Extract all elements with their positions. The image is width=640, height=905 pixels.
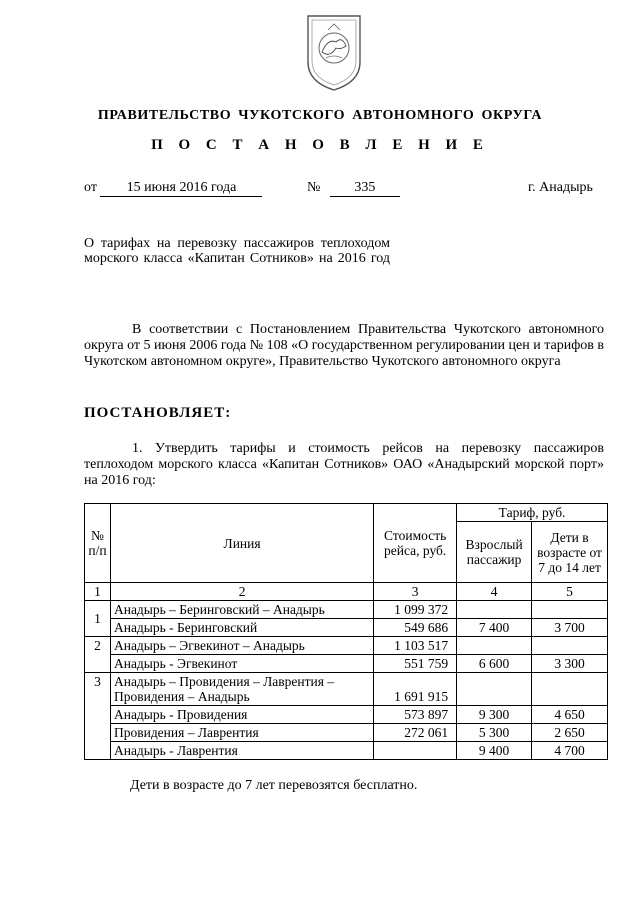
group-num-empty bbox=[85, 724, 111, 742]
colnum-5: 5 bbox=[532, 583, 608, 601]
child-cell: 2 650 bbox=[532, 724, 608, 742]
document-number: 335 bbox=[330, 180, 400, 197]
group-num-empty bbox=[85, 742, 111, 760]
number-block bbox=[307, 180, 400, 197]
header-adult: Взрослый пассажир bbox=[457, 522, 532, 583]
header-tariff: Тариф, руб. bbox=[457, 504, 608, 522]
city: г. Анадырь bbox=[528, 180, 593, 195]
colnum-3: 3 bbox=[374, 583, 457, 601]
table-row bbox=[85, 601, 608, 619]
table-header-row bbox=[85, 504, 608, 522]
child-cell bbox=[532, 601, 608, 619]
adult-cell: 9 300 bbox=[457, 706, 532, 724]
group-num: 2 bbox=[85, 637, 111, 655]
child-cell: 4 650 bbox=[532, 706, 608, 724]
child-cell: 3 700 bbox=[532, 619, 608, 637]
group-num-empty bbox=[85, 706, 111, 724]
adult-cell: 5 300 bbox=[457, 724, 532, 742]
child-cell bbox=[532, 637, 608, 655]
header-child: Дети в возрасте от 7 до 14 лет bbox=[532, 522, 608, 583]
footnote: Дети в возрасте до 7 лет перевозятся бесплатно. bbox=[130, 778, 418, 793]
document-date: 15 июня 2016 года bbox=[100, 180, 262, 197]
header-num: № п/п bbox=[85, 504, 111, 583]
adult-cell bbox=[457, 637, 532, 655]
from-label: от bbox=[84, 180, 97, 195]
header-line: Линия bbox=[110, 504, 373, 583]
adult-cell: 7 400 bbox=[457, 619, 532, 637]
colnum-2: 2 bbox=[110, 583, 373, 601]
item-1-paragraph: 1. Утвердить тарифы и стоимость рейсов на перевозку пассажиров теплоходом морского класса «Капитан Сотников» ОАО «Анадырский морской порт» на 2016 год: bbox=[84, 441, 604, 488]
group-num-empty bbox=[85, 655, 111, 673]
cost-cell: 573 897 bbox=[374, 706, 457, 724]
date-block bbox=[84, 180, 262, 197]
colnum-4: 4 bbox=[457, 583, 532, 601]
coat-of-arms-emblem bbox=[302, 8, 366, 92]
decree-heading: ПОСТАНОВЛЯЕТ: bbox=[84, 405, 232, 421]
table-row bbox=[85, 724, 608, 742]
cost-cell: 1 099 372 bbox=[374, 601, 457, 619]
cost-cell: 1 691 915 bbox=[374, 673, 457, 706]
cost-cell: 549 686 bbox=[374, 619, 457, 637]
line-cell: Провидения – Лаврентия bbox=[110, 724, 373, 742]
child-cell: 3 300 bbox=[532, 655, 608, 673]
cost-cell: 1 103 517 bbox=[374, 637, 457, 655]
organization-title: ПРАВИТЕЛЬСТВО ЧУКОТСКОГО АВТОНОМНОГО ОКРУГА bbox=[97, 108, 543, 123]
colnum-1: 1 bbox=[85, 583, 111, 601]
line-cell: Анадырь – Эгвекинот – Анадырь bbox=[110, 637, 373, 655]
line-cell: Анадырь - Лаврентия bbox=[110, 742, 373, 760]
table-row bbox=[85, 673, 608, 706]
group-num: 1 bbox=[85, 601, 111, 637]
document-subject: О тарифах на перевозку пассажиров теплоходом морского класса «Капитан Сотников» на 2016 год bbox=[84, 236, 390, 266]
group-num: 3 bbox=[85, 673, 111, 706]
table-row bbox=[85, 706, 608, 724]
cost-cell bbox=[374, 742, 457, 760]
column-number-row bbox=[85, 583, 608, 601]
header-cost: Стоимость рейса, руб. bbox=[374, 504, 457, 583]
table-row bbox=[85, 637, 608, 655]
line-cell: Анадырь - Беринговский bbox=[110, 619, 373, 637]
adult-cell: 6 600 bbox=[457, 655, 532, 673]
line-cell: Анадырь - Провидения bbox=[110, 706, 373, 724]
document-type: П О С Т А Н О В Л Е Н И Е bbox=[151, 137, 489, 153]
adult-cell bbox=[457, 673, 532, 706]
number-label: № bbox=[307, 180, 321, 195]
line-cell: Анадырь – Беринговский – Анадырь bbox=[110, 601, 373, 619]
line-cell: Анадырь - Эгвекинот bbox=[110, 655, 373, 673]
tariffs-table bbox=[84, 503, 608, 760]
adult-cell bbox=[457, 601, 532, 619]
preamble-paragraph: В соответствии с Постановлением Правительства Чукотского автономного округа от 5 июня 2006 года № 108 «О государственном регулировании цен и тарифов в Чукотском автономном округе», Правительство Чукотского автономного округа bbox=[84, 322, 604, 369]
cost-cell: 551 759 bbox=[374, 655, 457, 673]
child-cell: 4 700 bbox=[532, 742, 608, 760]
cost-cell: 272 061 bbox=[374, 724, 457, 742]
adult-cell: 9 400 bbox=[457, 742, 532, 760]
table-row bbox=[85, 742, 608, 760]
table-row bbox=[85, 655, 608, 673]
line-cell: Анадырь – Провидения – Лаврентия – Провидения – Анадырь bbox=[110, 673, 373, 706]
table-row bbox=[85, 619, 608, 637]
child-cell bbox=[532, 673, 608, 706]
